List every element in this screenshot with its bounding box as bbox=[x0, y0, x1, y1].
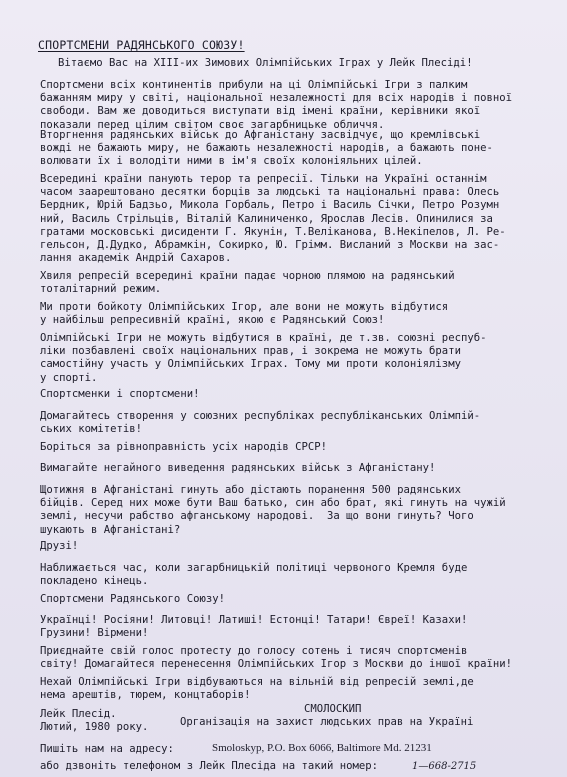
paragraph-athletes: Спортсмени всіх континентів прибули на ці Олімпійські Ігри з палким бажанням миру у світі, національної незалежності для всіх народів і повної свободи. Вам же доводиться виступати від імені країни, керівники якої показали перед цілим світом своє загарбницьке обличчя. bbox=[40, 79, 512, 131]
paragraph-boycott: Ми проти бойкоту Олімпійських Ігор, але вони не можуть відбутися у найбільш репресивній країні, якою є Радянський Союз! bbox=[40, 301, 449, 327]
paragraph-casualties: Щотижня в Афганістані гинуть або дістають поранення 500 радянських бійців. Серед них може бути Ваш батько, син або брат, які гинуть на чужій землі, несучи рабство афганському народові. За що вони гинуть? Чого шукають в Афганістані? bbox=[40, 484, 506, 536]
phone-number: 1—668-2715 bbox=[412, 761, 477, 772]
signature-date: Лютий, 1980 року. bbox=[40, 721, 149, 733]
paragraph-withdrawal: Вимагайте негайного виведення радянських військ з Афганістану! bbox=[40, 462, 436, 474]
address-label: Пишіть нам на адресу: bbox=[40, 743, 174, 755]
paragraph-free-land: Нехай Олімпійські Ігри відбуваються на вільній від репресій землі,де нема арештів, тюрем, концтаборів! bbox=[40, 676, 474, 702]
paragraph-athletes-call: Спортсменки і спортсмени! bbox=[40, 388, 200, 400]
phone-label: або дзвоніть телефоном з Лейк Плесіда на такий номер: bbox=[40, 760, 379, 772]
organization-description: Організація на захист людських прав на Україні bbox=[180, 716, 474, 728]
paragraph-friends: Друзі! bbox=[40, 540, 79, 552]
paragraph-republics: Олімпійські Ігри не можуть відбутися в країні, де т.зв. союзні респуб- ліки позбавлені своїх національних прав, і зокрема не можуть брати самостійну участь у Олімпійських Іграх. Тому ми проти колоніялізму у спорті. bbox=[40, 332, 487, 384]
paragraph-equality: Боріться за рівноправність усіх народів СРСР! bbox=[40, 441, 328, 453]
paragraph-invasion: Вторгнення радянських військ до Афганістану засвідчує, що кремлівські вожді не бажають миру, не бажають незалежності народів, а бажають поне- волювати їх і володіти ними в ім'я своїх колоніяльних цілей. bbox=[40, 129, 493, 168]
paragraph-soviet-athletes: Спортсмени Радянського Союзу! bbox=[40, 593, 225, 605]
paragraph-nations: Українці! Росіяни! Литовці! Латиші! Естонці! Татари! Євреї! Казахи! Грузини! Вірмени! bbox=[40, 614, 468, 640]
paragraph-protest: Приєднайте свій голос протесту до голосу сотень і тисяч спортсменів світу! Домагайтеся перенесення Олімпійських Ігор з Москви до іншої країни! bbox=[40, 645, 512, 671]
paragraph-committees: Домагайтесь створення у союзних республіках республіканських Олімпій- ських комітетів! bbox=[40, 410, 481, 436]
paragraph-wave: Хвиля репресій всередині країни падає чорною плямою на радянський тоталітарний режим. bbox=[40, 270, 455, 296]
mailing-address: Smoloskyp, P.O. Box 6066, Baltimore Md. 21231 bbox=[212, 742, 432, 754]
signature-place: Лейк Плесід. bbox=[40, 708, 117, 720]
paragraph-greeting: Вітаємо Вас на XIII-их Зимових Олімпійських Іграх у Лейк Плесіді! bbox=[58, 57, 473, 69]
organization-name: СМОЛОСКИП bbox=[304, 703, 362, 715]
paragraph-kremlin: Наближається час, коли загарбницькій політиці червоного Кремля буде покладено кінець. bbox=[40, 562, 468, 588]
leaflet-title: СПОРТСМЕНИ РАДЯНСЬКОГО СОЮЗУ! bbox=[38, 38, 245, 52]
paragraph-repressions: Всередині країни панують терор та репресії. Тільки на Україні останнім часом заарештовано десятки борців за людські та національні права: Олесь Бердник, Юрій Бадзьо, Микола Горбаль, Петро і Василь Січки, Петро Розумн ний, Василь Стрільців, Віталій Калиниченко, Ярослав Лесів. Опинилися за гратами московські дисиденти Г. Якунін, Т.Веліканова, В.Некіпелов, Л. Ре- гельсон, Д.Дудко, Абрамкін, Сокирко, Ю. Грімм. Висланий з Москви на зас- лання академік Андрій Сахаров. bbox=[40, 173, 506, 265]
